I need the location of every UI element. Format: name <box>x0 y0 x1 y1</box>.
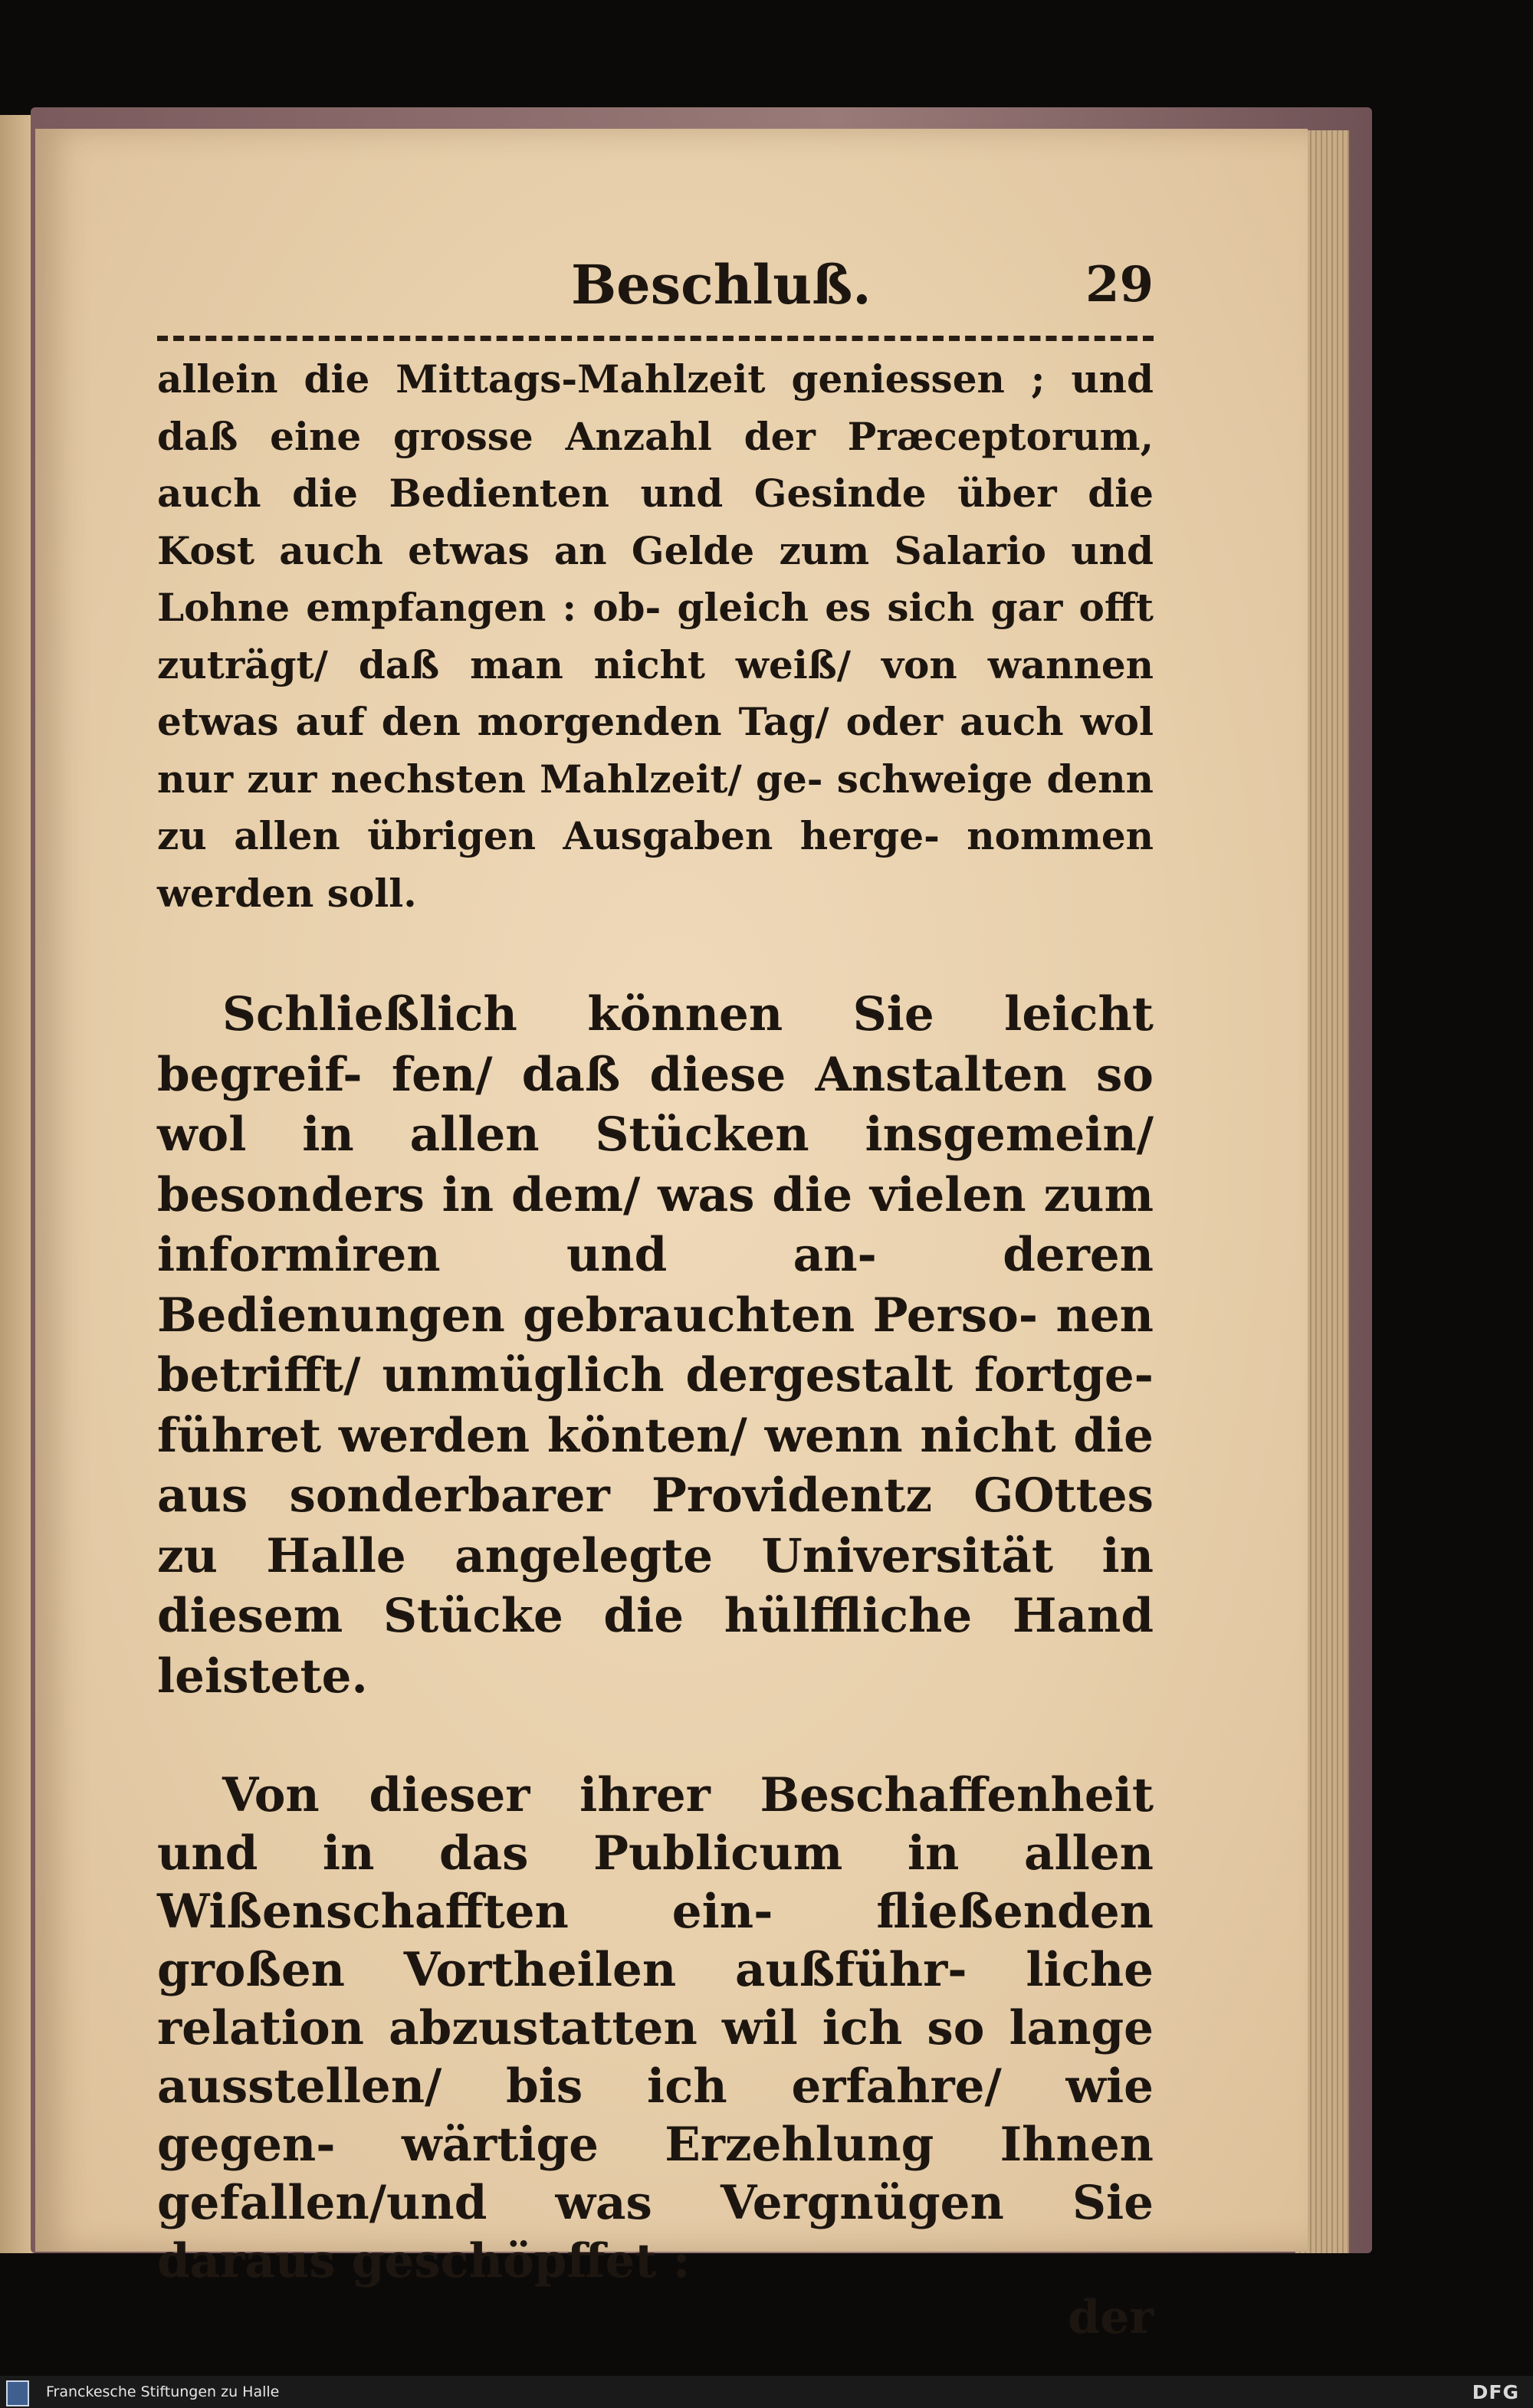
running-head: Beschluß. <box>571 253 872 317</box>
dfg-logo: DFG <box>1472 2381 1519 2403</box>
paragraph-1: allein die Mittags-Mahlzeit geniessen ; und daß eine grosse Anzahl der Præceptorum, auch die Bedienten und Gesinde über die Kost auch etwas an Gelde zum Salario und Lohne empfangen : ob- gleich es sich gar offt zuträgt/ daß man nicht weiß/ von wannen etwas auf den morgenden Tag/ oder auch wol nur zur nechsten Mahlzeit/ ge- schweige denn zu allen übrigen Ausgaben herge- nommen werden soll. <box>157 356 1154 916</box>
institution-logo-icon <box>6 2380 29 2406</box>
viewer-footer <box>0 2376 1533 2408</box>
institution-name: Franckesche Stiftungen zu Halle <box>46 2383 280 2400</box>
paragraph-3: Von dieser ihrer Beschaffenheit und in das Publicum in allen Wißenschafften ein- fließenden großen Vortheilen außführ- liche relation abzustatten wil ich so lange ausstellen/ bis ich erfahre/ wie gegen- wärtige Erzehlung Ihnen gefallen/und was Vergnügen Sie daraus geschöpffet : <box>157 1768 1154 2288</box>
page-number: 29 <box>1085 256 1154 313</box>
header-rule <box>157 336 1154 341</box>
paragraph-2: Schließlich können Sie leicht begreif- fen/ daß diese Anstalten so wol in allen Stücken insgemein/ besonders in dem/ was die vielen zum informiren und an- deren Bedienungen gebrauchten Perso- nen betrifft/ unmüglich dergestalt fortge- führet werden könten/ wenn nicht die aus sonderbarer Providentz GOttes zu Halle angelegte Universität in diesem Stücke die hülffliche Hand leistete. <box>157 987 1154 1704</box>
page-header <box>157 253 1154 337</box>
catchword: der <box>1068 2291 1154 2344</box>
page-content <box>157 253 1154 2344</box>
